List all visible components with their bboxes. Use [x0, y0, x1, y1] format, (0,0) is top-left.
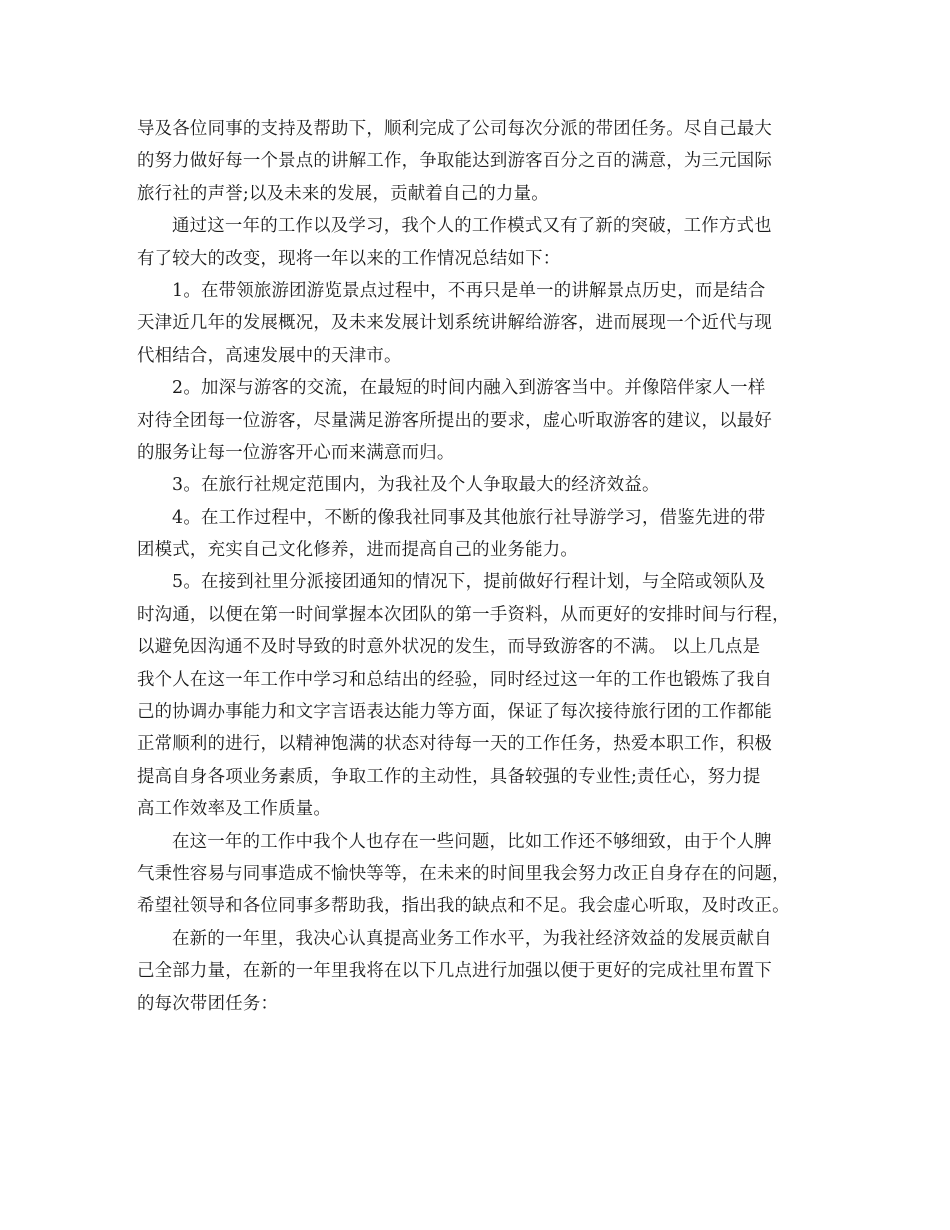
text-line: 的服务让每一位游客开心而来满意而归。 [137, 442, 455, 463]
text-line: 己全部力量，在新的一年里我将在以下几点进行加强以便于更好的完成社里布置下 [137, 961, 773, 982]
text-line: 团模式，充实自己文化修养，进而提高自己的业务能力。 [137, 540, 579, 561]
text-line: 正常顺利的进行，以精神饱满的状态对待每一天的工作任务，热爱本职工作，积极 [137, 734, 773, 755]
text-line: 在新的一年里，我决心认真提高业务工作水平，为我社经济效益的发展贡献自 [172, 928, 772, 949]
text-line: 5。在接到社里分派接团通知的情况下，提前做好行程计划，与全陪或领队及 [172, 572, 766, 593]
text-line: 导及各位同事的支持及帮助下，顺利完成了公司每次分派的带团任务。尽自己最大 [137, 119, 773, 139]
text-line: 天津近几年的发展概况，及未来发展计划系统讲解给游客，进而展现一个近代与现 [137, 313, 773, 334]
text-line: 1。在带领旅游团游览景点过程中，不再只是单一的讲解景点历史，而是结合 [172, 280, 766, 301]
text-line: 的每次带团任务： [137, 993, 279, 1014]
text-line: 我个人在这一年工作中学习和总结出的经验，同时经过这一年的工作也锻炼了我自 [137, 669, 773, 690]
text-line: 高工作效率及工作质量。 [137, 799, 332, 820]
text-line: 代相结合，高速发展中的天津市。 [137, 345, 402, 366]
text-line: 气秉性容易与同事造成不愉快等等，在未来的时间里我会努力改正自身存在的问题， [137, 863, 790, 884]
text-line: 的努力做好每一个景点的讲解工作，争取能达到游客百分之百的满意，为三元国际 [137, 151, 773, 172]
document-body [137, 113, 827, 1020]
text-line: 希望社领导和各位同事多帮助我，指出我的缺点和不足。我会虚心听取，及时改正。 [137, 896, 790, 917]
text-line: 以避免因沟通不及时导致的时意外状况的发生，而导致游客的不满。 以上几点是 [137, 637, 761, 658]
text-line: 己的协调办事能力和文字言语表达能力等方面，保证了每次接待旅行团的工作都能 [137, 702, 773, 723]
text-line: 2。加深与游客的交流，在最短的时间内融入到游客当中。并像陪伴家人一样 [172, 378, 766, 399]
text-line: 旅行社的声誉;以及未来的发展，贡献着自己的力量。 [137, 183, 549, 204]
text-line: 在这一年的工作中我个人也存在一些问题，比如工作还不够细致，由于个人脾 [172, 831, 772, 852]
text-line: 4。在工作过程中，不断的像我社同事及其他旅行社导游学习，借鉴先进的带 [172, 507, 766, 528]
text-line: 3。在旅行社规定范围内，为我社及个人争取最大的经济效益。 [172, 475, 660, 496]
text-line: 通过这一年的工作以及学习，我个人的工作模式又有了新的突破，工作方式也 [172, 216, 772, 237]
text-line: 时沟通，以便在第一时间掌握本次团队的第一手资料，从而更好的安排时间与行程， [137, 604, 790, 625]
text-line: 提高自身各项业务素质，争取工作的主动性，具备较强的专业性;责任心，努力提 [137, 766, 761, 787]
text-line: 对待全团每一位游客，尽量满足游客所提出的要求，虚心听取游客的建议，以最好 [137, 410, 773, 431]
text-line: 有了较大的改变，现将一年以来的工作情况总结如下： [137, 248, 561, 269]
